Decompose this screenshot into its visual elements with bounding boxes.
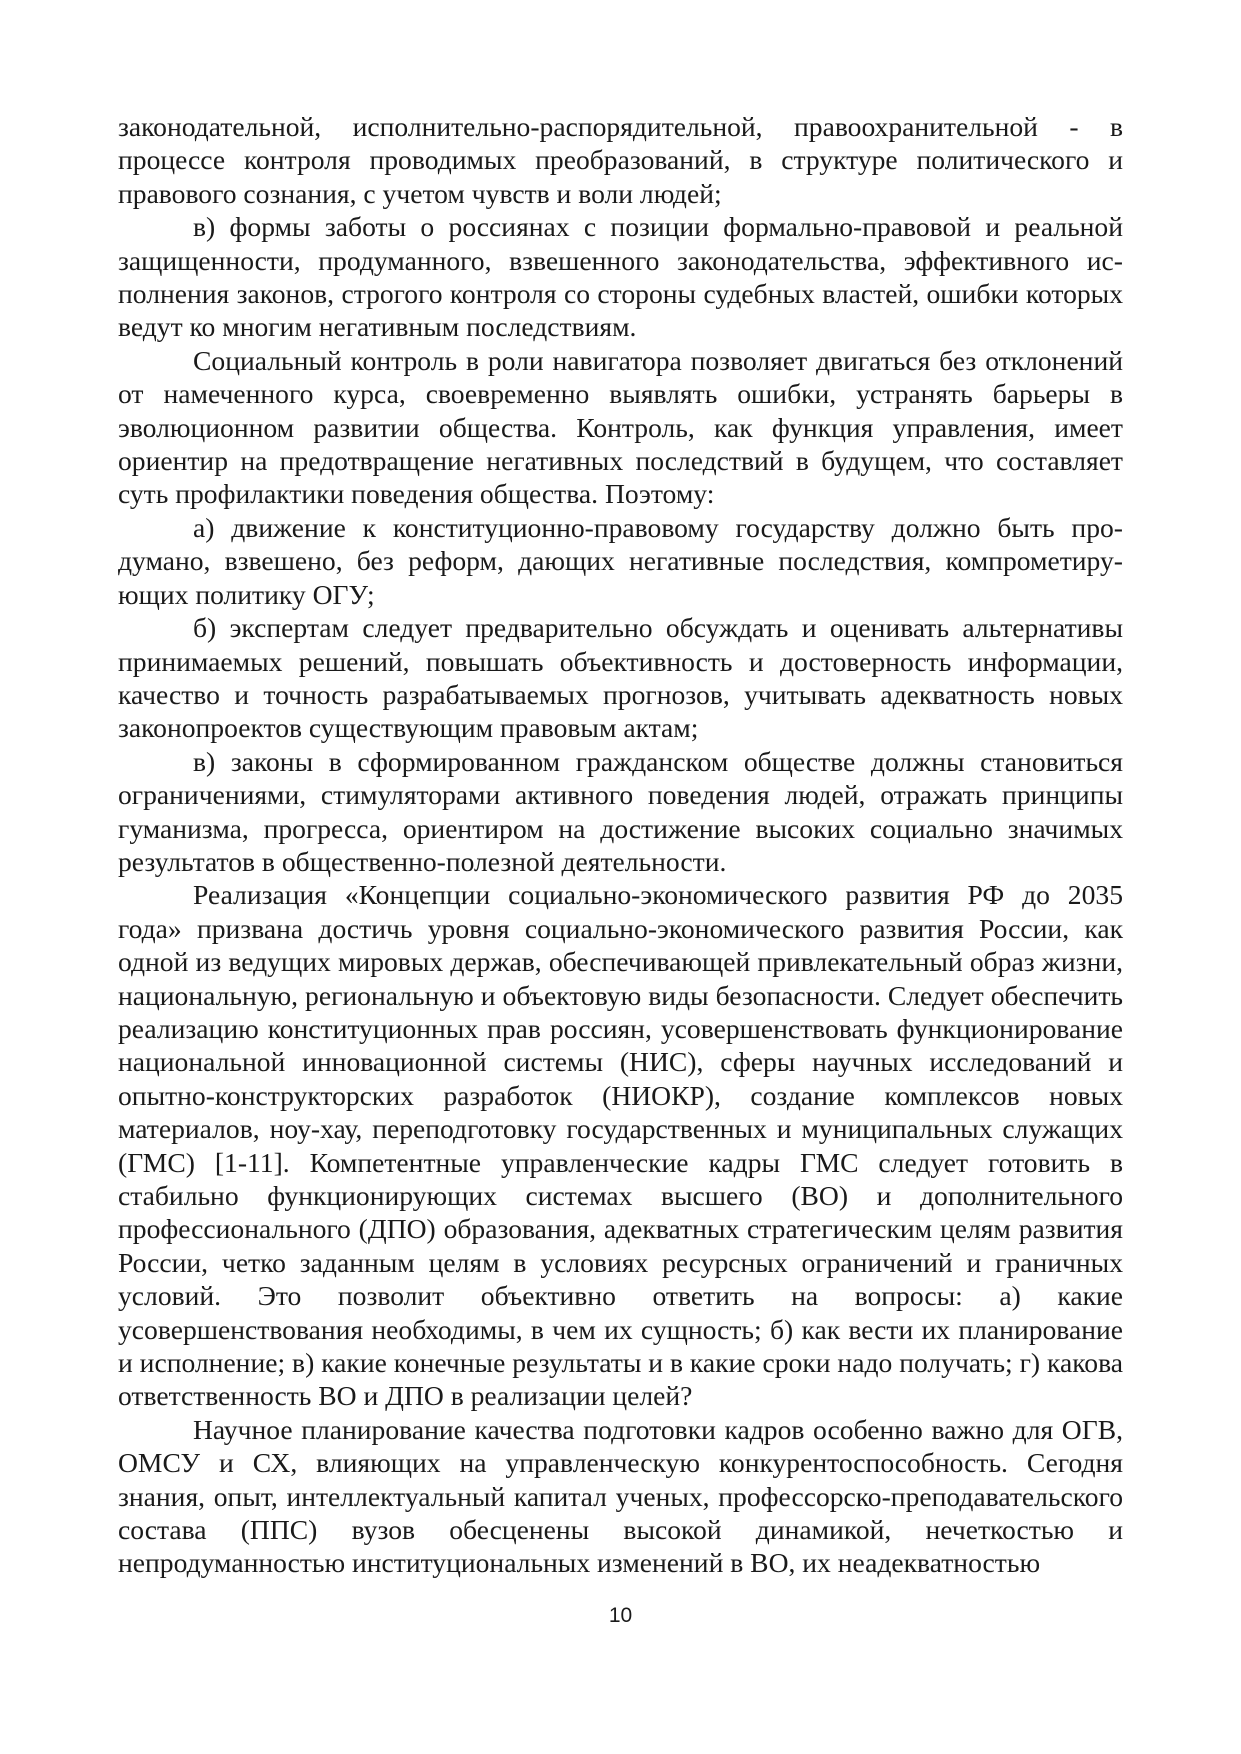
- paragraph-8: Научное планирование качества подготовки кадров особенно важно для ОГВ, ОМСУ и СХ, влияющих на управленческую конкурентоспособность. Сегодня знания, опыт, интеллектуальный капитал ученых, профессорско-преподавательского состава (ППС) вузов обесценены высокой динамикой, нечеткостью и непродуманностью институциональных изменений в ВО, их неадекватностью: [118, 1413, 1123, 1579]
- paragraph-7: Реализация «Концепции социально-экономического развития РФ до 2035 года» призвана достичь уровня социально-экономического развития России, как одной из ведущих мировых держав, обеспечивающей привлекательный образ жизни, национальную, региональную и объектовую виды безопасности. Следует обеспечить реализацию конституционных прав россиян, усовершенствовать функционирование национальной инновационной системы (НИС), сферы научных исследований и опытно-конструкторских разработок (НИОКР), создание комплексов новых материалов, ноу-хау, переподготовку государственных и муниципальных служащих (ГМС) [1-11]. Компетентные управленческие кадры ГМС следует готовить в стабильно функционирующих системах высшего (ВО) и дополнительного профессионального (ДПО) образования, адекватных стратегическим целям развития России, четко заданным целям в условиях ресурсных ограничений и граничных условий. Это позволит объективно ответить на вопросы: а) какие усовершенствования необходимы, в чем их сущность; б) как вести их планирование и исполнение; в) какие конечные результаты и в какие сроки надо получать; г) какова ответственность ВО и ДПО в реализации целей?: [118, 879, 1123, 1412]
- paragraph-1: законодательной, исполнительно-распорядительной, правоохранительной - в процессе контроля проводимых преобразований, в структуре политического и правового сознания, с учетом чувств и воли людей;: [118, 111, 1123, 209]
- page-number: 10: [608, 1604, 633, 1627]
- paragraph-5: б) экспертам следует предварительно обсуждать и оценивать альтернативы принимаемых решений, повышать объективность и достоверность информации, качество и точность разрабатываемых прогнозов, учитывать адекватность новых законопроектов существующим правовым актам;: [118, 612, 1123, 744]
- paragraph-6: в) законы в сформированном гражданском обществе должны становиться ограничениями, стимуляторами активного поведения людей, отражать принципы гуманизма, прогресса, ориентиром на достижение высоких социально значимых результатов в общественно-полезной деятельности.: [118, 745, 1123, 877]
- document-body: [118, 110, 1123, 1580]
- paragraph-3: Социальный контроль в роли навигатора позволяет двигаться без отклонений от намеченного курса, своевременно выявлять ошибки, устранять барьеры в эволюционном развитии общества. Контроль, как функция управления, имеет ориентир на предотвращение негативных последствий в будущем, что составляет суть профилактики поведения общества. Поэтому:: [118, 344, 1123, 510]
- paragraph-2: в) формы заботы о россиянах с позиции формально-правовой и реальной защищенности, продуманного, взвешенного законодательства, эффективного исполнения законов, строгого контроля со стороны судебных властей, ошибки которых ведут ко многим негативным последствиям.: [118, 211, 1123, 343]
- paragraph-4: а) движение к конституционно-правовому государству должно быть продумано, взвешено, без реформ, дающих негативные последствия, компрометирующих политику ОГУ;: [118, 511, 1123, 610]
